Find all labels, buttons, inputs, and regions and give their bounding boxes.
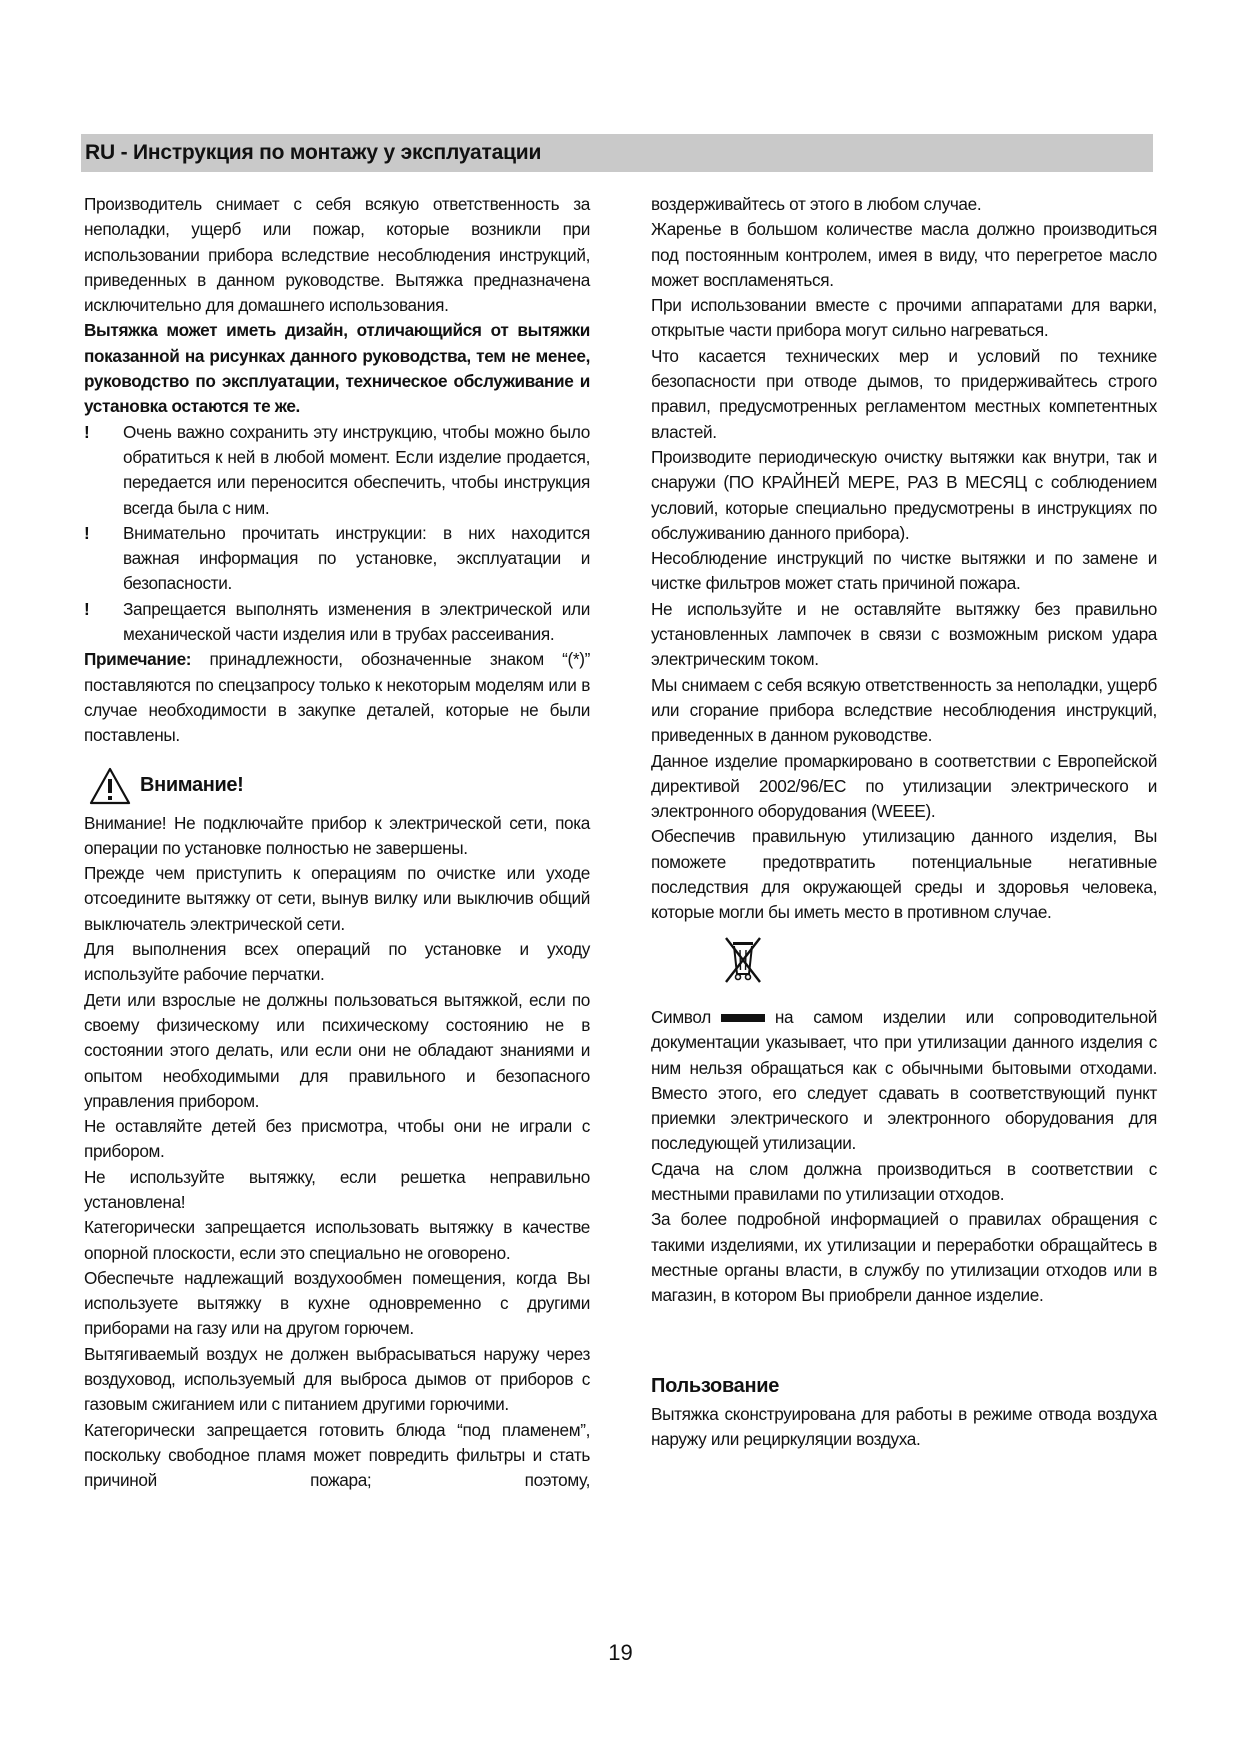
black-bar-symbol-icon [721, 1014, 765, 1022]
safety-paragraph: Несоблюдение инструкций по чистке вытяжки и по замене и чистке фильтров может стать причиной пожара. [651, 548, 1157, 594]
warning-paragraph: Обеспечьте надлежащий воздухообмен помещения, когда Вы используете вытяжку в кухне одновременно с другими приборами на газу или на другом горючем. [84, 1267, 590, 1339]
intro-paragraph: Производитель снимает с себя всякую ответственность за неполадки, ущерб или пожар, которые возникли при использовании прибора вследствие несоблюдения инструкций, приведенных в данном руководстве. Вытяжка предназначена исключительно для домашнего использования. [84, 194, 590, 316]
bullet-item [84, 420, 590, 521]
symbol-word: Символ [651, 1006, 711, 1027]
note-text: принадлежности, обозначенные знаком “(*)” поставляются по спецзапросу только к некоторым моделям или в случае необходимости в закупке деталей, которые не были поставлены. [84, 649, 590, 746]
warning-paragraph: Прежде чем приступить к операциям по очистке или уходе отсоедините вытяжку от сети, вынув вилку или выключив общий выключатель электрической сети. [84, 863, 590, 934]
exclamation-mark: ! [84, 522, 90, 543]
right-column [651, 192, 1157, 1452]
bullet-text: Очень важно сохранить эту инструкцию, чтобы можно было обратиться к ней в любой момент. Если изделие продается, передается или переносится обеспечить, чтобы инструкция всегда была с ним. [123, 421, 590, 518]
safety-paragraph: Не используйте и не оставляйте вытяжку без правильно установленных лампочек в связи с возможным риском удара электрическим током. [651, 598, 1157, 670]
exclamation-mark: ! [84, 421, 90, 442]
bullet-item [84, 521, 590, 597]
safety-paragraph: Мы снимаем с себя всякую ответственность за неполадки, ущерб или сгорание прибора вследствие несоблюдения инструкций, приведенных в данном руководстве. [651, 674, 1157, 746]
warning-heading [88, 765, 590, 807]
warning-title: Внимание! [140, 773, 244, 796]
usage-heading: Пользование [651, 1375, 780, 1398]
symbol-text: на самом изделии или сопроводительной документации указывает, что при утилизации данного изделия с ним нельзя обращаться как с обычными бытовыми отходами. Вместо этого, его следует сдавать в соответствующий пункт приемки электрического и электронного оборудования для последующей утилизации. [651, 1006, 1157, 1154]
title-bar [81, 134, 1153, 172]
warning-triangle-icon [88, 766, 132, 806]
warning-paragraph: Для выполнения всех операций по установке и уходу используйте рабочие перчатки. [84, 939, 590, 985]
page-number: 19 [608, 1640, 633, 1665]
design-note: Вытяжка может иметь дизайн, отличающийся от вытяжки показанной на рисунках данного руководства, тем не менее, руководство по эксплуатации, техническое обслуживание и установка остаются те же. [84, 320, 590, 417]
bullet-item [84, 597, 590, 648]
safety-paragraph: Жаренье в большом количестве масла должно производиться под постоянным контролем, имея в виду, что перегретое масло может воспламеняться. [651, 219, 1157, 290]
warning-paragraph: Не оставляйте детей без присмотра, чтобы они не играли с прибором. [84, 1116, 590, 1162]
safety-paragraph: При использовании вместе с прочими аппаратами для варки, открытые части прибора могут сильно нагреваться. [651, 295, 1157, 341]
symbol-paragraph [651, 1005, 1157, 1157]
disposal-paragraph: Сдача на слом должна производиться в соответствии с местными правилами по утилизации отходов. [651, 1158, 1157, 1204]
safety-paragraph: Обеспечив правильную утилизацию данного изделия, Вы поможете предотвратить потенциальные негативные последствия для окружающей среды и здоровья человека, которые могли бы иметь место в противном случае. [651, 826, 1157, 923]
left-column [84, 192, 590, 1494]
note-label: Примечание: [84, 649, 192, 670]
warning-paragraph: Внимание! Не подключайте прибор к электрической сети, пока операции по установке полностью не завершены. [84, 812, 590, 858]
safety-paragraph: Что касается технических мер и условий по технике безопасности при отводе дымов, то придерживайтесь строго правил, предусмотренных регламентом местных компетентных властей. [651, 345, 1157, 442]
page-title: RU - Инструкция по монтажу у эксплуатации [85, 141, 542, 164]
safety-paragraph: воздерживайтесь от этого в любом случае. [651, 194, 982, 214]
crossed-bin-icon [721, 934, 765, 986]
disposal-paragraph: За более подробной информацией о правилах обращения с такими изделиями, их утилизации и переработки обращайтесь в местные органы власти, в службу по утилизации отходов или в магазин, в котором Вы приобрели данное изделие. [651, 1209, 1157, 1306]
exclamation-mark: ! [84, 598, 90, 619]
bullet-text: Запрещается выполнять изменения в электрической или механической части изделия или в трубах рассеивания. [123, 598, 590, 645]
accessories-note [84, 647, 590, 748]
warning-paragraph: Категорически запрещается использовать вытяжку в качестве опорной плоскости, если это специально не оговорено. [84, 1217, 590, 1263]
warning-paragraph: Дети или взрослые не должны пользоваться вытяжкой, если по своему физическому или психическому состоянию не в состоянии этого делать, или если они не обладают знаниями и опытом необходимыми для правильного и безопасного управления прибором. [84, 989, 590, 1111]
bullet-text: Внимательно прочитать инструкции: в них находится важная информация по установке, эксплуатации и безопасности. [123, 522, 590, 594]
warning-paragraph: Категорически запрещается готовить блюда “под пламенем”, поскольку свободное пламя может повредить фильтры и стать причиной пожара; поэтому, [84, 1419, 590, 1491]
usage-paragraph: Вытяжка сконструирована для работы в режиме отвода воздуха наружу или рециркуляции воздуха. [651, 1403, 1157, 1450]
safety-paragraph: Производите периодическую очистку вытяжки как внутри, так и снаружи (ПО КРАЙНЕЙ МЕРЕ, РАЗ В МЕСЯЦ с соблюдением условий, которые специально предусмотрены в инструкциях по обслуживанию данного прибора). [651, 446, 1157, 543]
safety-paragraph: Данное изделие промаркировано в соответствии с Европейской директивой 2002/96/ЕС по утилизации электрического и электронного оборудования (WEEE). [651, 750, 1157, 822]
warning-paragraph: Вытягиваемый воздух не должен выбрасываться наружу через воздуховод, используемый для выброса дымов от приборов с газовым сжиганием или с питанием другими горючими. [84, 1343, 590, 1415]
warning-paragraph: Не используйте вытяжку, если решетка неправильно установлена! [84, 1166, 590, 1212]
